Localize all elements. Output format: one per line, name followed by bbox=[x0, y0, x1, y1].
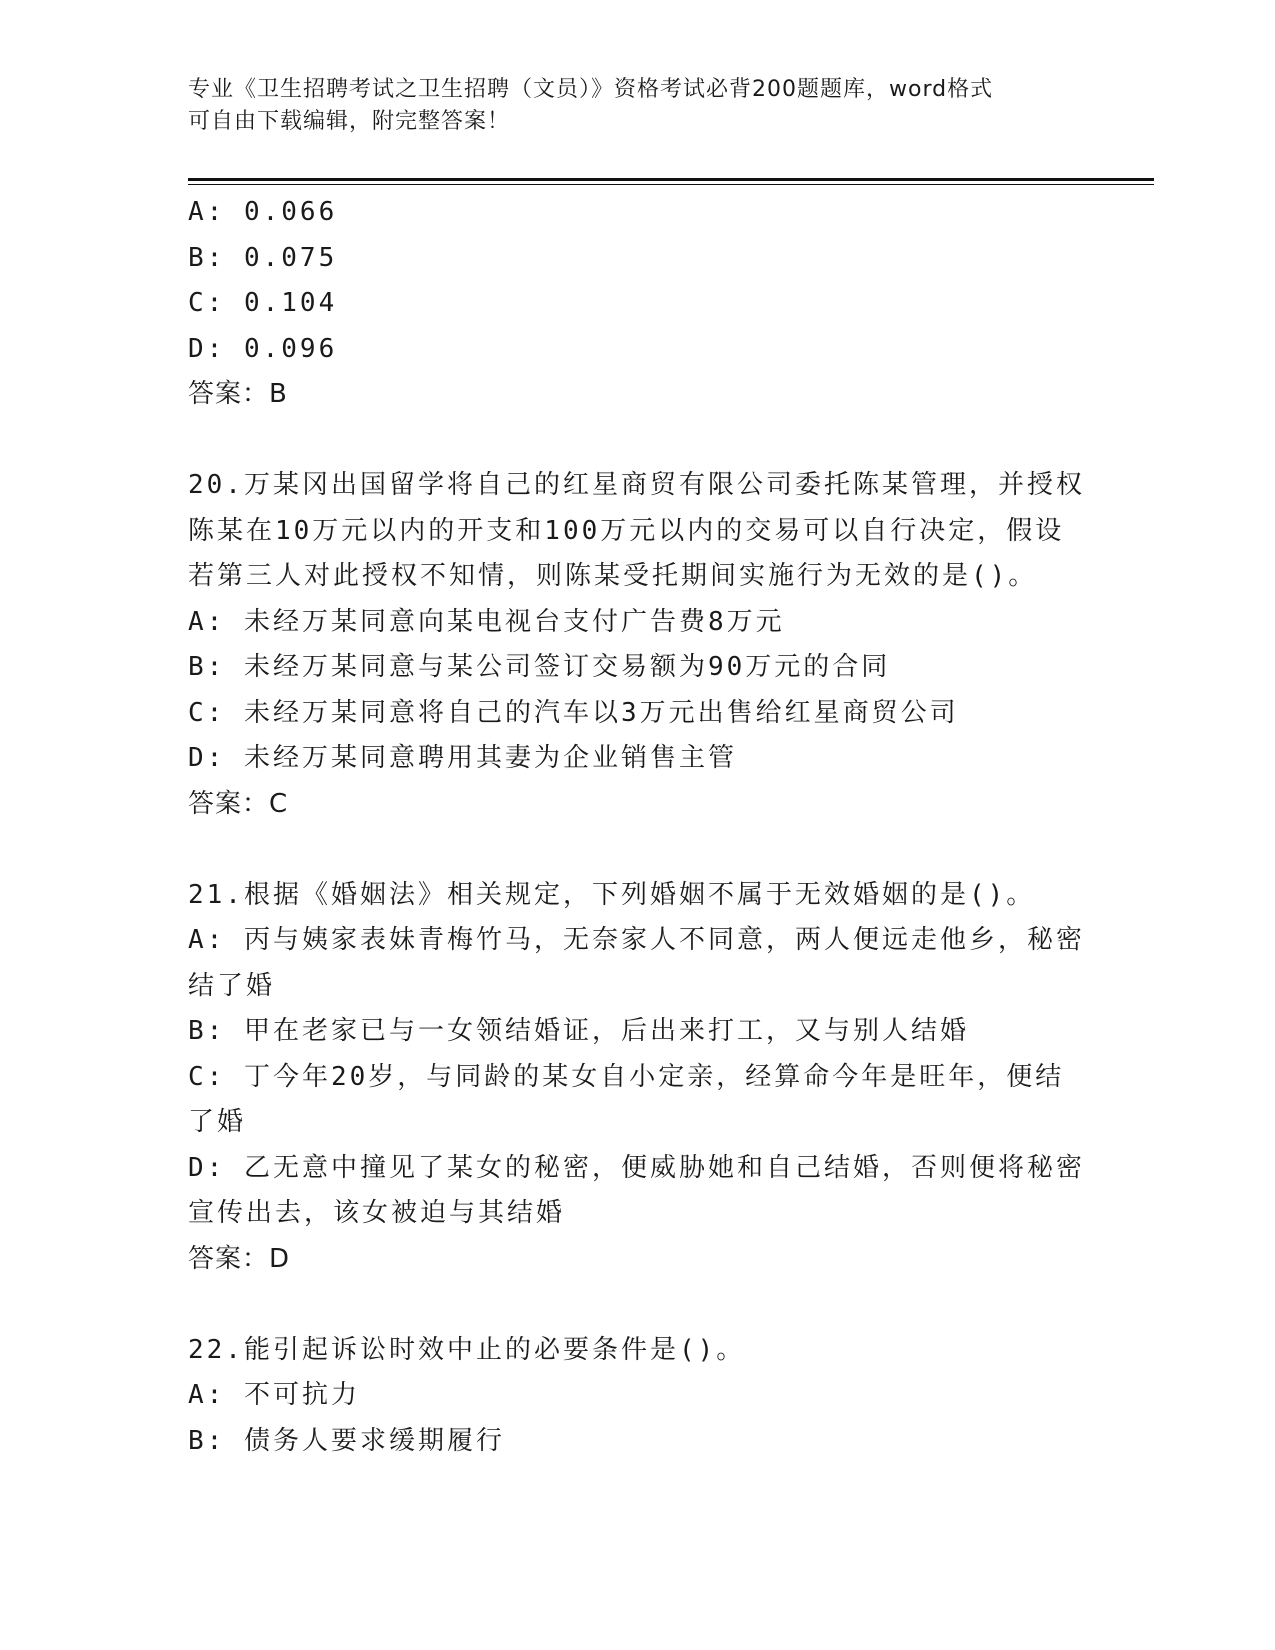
option-b: B: 甲在老家已与一女领结婚证，后出来打工，又与别人结婚 bbox=[188, 1016, 969, 1046]
question-19-block bbox=[188, 190, 1088, 418]
option-d: D: 0.096 bbox=[188, 333, 338, 364]
option-b: B: 未经万某同意与某公司签订交易额为90万元的合同 bbox=[188, 652, 891, 682]
option-c: C: 丁今年20岁，与同龄的某女自小定亲，经算命今年是旺年，便结 bbox=[188, 1061, 1065, 1092]
spacer bbox=[188, 827, 1088, 873]
answer-line: 答案：C bbox=[188, 788, 289, 819]
answer-line: 答案：D bbox=[188, 1243, 291, 1274]
header-rule-thick bbox=[188, 178, 1154, 181]
option-a-continued: 结了婚 bbox=[188, 970, 276, 1001]
question-stem-line: 22.能引起诉讼时效中止的必要条件是()。 bbox=[188, 1334, 746, 1365]
answer-line: 答案：B bbox=[188, 379, 288, 409]
question-stem-line: 20.万某冈出国留学将自己的红星商贸有限公司委托陈某管理，并授权 bbox=[188, 470, 1085, 500]
spacer bbox=[188, 1282, 1088, 1328]
option-b: B: 0.075 bbox=[188, 242, 338, 273]
option-a: A: 丙与姨家表妹青梅竹马，无奈家人不同意，两人便远走他乡，秘密 bbox=[188, 925, 1085, 955]
option-c: C: 0.104 bbox=[188, 288, 338, 318]
option-a: A: 不可抗力 bbox=[188, 1380, 360, 1410]
document-body bbox=[188, 190, 1088, 1464]
question-20-block bbox=[188, 463, 1088, 827]
question-21-block bbox=[188, 873, 1088, 1283]
option-d: D: 未经万某同意聘用其妻为企业销售主管 bbox=[188, 743, 737, 773]
header-line-1: 专业《卫生招聘考试之卫生招聘（文员）》资格考试必背200题题库，word格式 bbox=[188, 77, 994, 102]
option-d-continued: 宣传出去，该女被迫与其结婚 bbox=[188, 1198, 566, 1228]
spacer bbox=[188, 418, 1088, 464]
option-d: D: 乙无意中撞见了某女的秘密，便威胁她和自己结婚，否则便将秘密 bbox=[188, 1152, 1085, 1183]
document-header bbox=[188, 74, 1088, 138]
option-b: B: 债务人要求缓期履行 bbox=[188, 1425, 505, 1456]
option-a: A: 0.066 bbox=[188, 197, 338, 227]
option-a: A: 未经万某同意向某电视台支付广告费8万元 bbox=[188, 606, 785, 637]
option-c: C: 未经万某同意将自己的汽车以3万元出售给红星商贸公司 bbox=[188, 697, 959, 728]
question-22-block bbox=[188, 1328, 1088, 1465]
question-stem-line: 陈某在10万元以内的开支和100万元以内的交易可以自行决定，假设 bbox=[188, 515, 1065, 546]
question-stem-line: 若第三人对此授权不知情，则陈某受托期间实施行为无效的是()。 bbox=[188, 561, 1038, 591]
header-line-2: 可自由下载编辑，附完整答案！ bbox=[188, 109, 511, 134]
question-stem-line: 21.根据《婚姻法》相关规定，下列婚姻不属于无效婚姻的是()。 bbox=[188, 879, 1036, 910]
option-c-continued: 了婚 bbox=[188, 1107, 247, 1137]
header-rule-thin bbox=[188, 184, 1154, 185]
